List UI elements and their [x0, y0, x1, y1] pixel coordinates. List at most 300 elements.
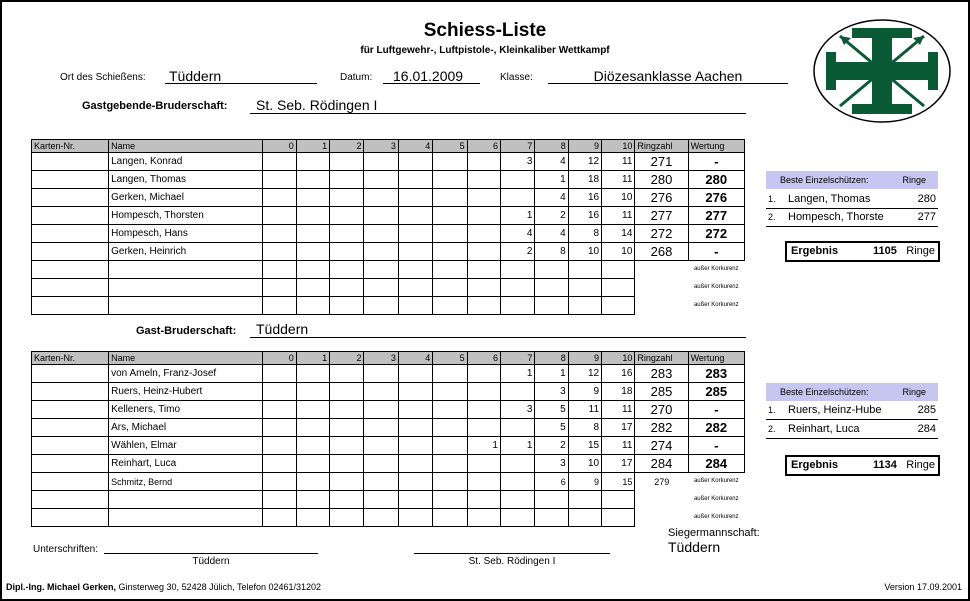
- table-row: [32, 243, 745, 261]
- karten-nr-cell[interactable]: [32, 153, 109, 171]
- score-cell[interactable]: [263, 419, 296, 437]
- shooter-name-cell[interactable]: [109, 297, 263, 315]
- score-cell[interactable]: 9: [568, 383, 601, 401]
- table-row: [32, 491, 745, 509]
- score-cell[interactable]: [500, 189, 534, 207]
- score-cell[interactable]: [568, 297, 601, 315]
- guest-name: Tüddern: [256, 321, 309, 337]
- score-cell[interactable]: [330, 383, 364, 401]
- sieger-label: Siegermannschaft:: [668, 527, 760, 539]
- wertung-cell: -: [688, 153, 744, 171]
- score-cell[interactable]: [433, 297, 467, 315]
- best-header-ringe: Ringe: [902, 387, 926, 397]
- score-cell[interactable]: [602, 491, 635, 509]
- score-cell[interactable]: [296, 225, 329, 243]
- score-cell[interactable]: [467, 243, 500, 261]
- score-cell[interactable]: [433, 419, 467, 437]
- score-cell[interactable]: [535, 509, 568, 527]
- score-cell[interactable]: [330, 473, 364, 491]
- shooter-name-cell[interactable]: von Ameln, Franz-Josef: [109, 365, 263, 383]
- score-cell[interactable]: [364, 401, 398, 419]
- wertung-cell: 282: [688, 419, 744, 437]
- best-rank: 2.: [768, 212, 776, 222]
- score-cell[interactable]: [398, 401, 432, 419]
- karten-nr-cell[interactable]: [32, 473, 109, 491]
- score-cell[interactable]: [433, 243, 467, 261]
- score-cell[interactable]: [263, 261, 296, 279]
- ringzahl-cell: 283: [635, 365, 688, 383]
- wertung-cell: außer Korkurenz: [693, 496, 739, 502]
- ergebnis-label: Ergebnis: [791, 459, 839, 471]
- score-cell[interactable]: [364, 437, 398, 455]
- signature-right-name: St. Seb. Rödingen I: [468, 556, 556, 567]
- score-cell[interactable]: [263, 189, 296, 207]
- score-cell[interactable]: [296, 473, 329, 491]
- ringzahl-cell: [635, 509, 688, 527]
- karten-nr-cell[interactable]: [32, 243, 109, 261]
- score-cell[interactable]: [535, 491, 568, 509]
- score-cell[interactable]: [364, 509, 398, 527]
- score-cell[interactable]: [398, 171, 432, 189]
- score-cell[interactable]: [263, 225, 296, 243]
- shooter-name-cell[interactable]: [109, 509, 263, 527]
- ringzahl-cell: 268: [635, 243, 688, 261]
- score-cell[interactable]: [398, 153, 432, 171]
- footer-address: Ginsterweg 30, 52428 Jülich, Telefon 02461/31202: [116, 582, 322, 592]
- score-cell[interactable]: [398, 491, 432, 509]
- score-cell[interactable]: 2: [535, 437, 568, 455]
- table-row: [32, 189, 745, 207]
- score-cell[interactable]: [330, 509, 364, 527]
- score-cell[interactable]: [263, 401, 296, 419]
- score-cell[interactable]: [263, 491, 296, 509]
- score-cell[interactable]: [330, 225, 364, 243]
- score-cell[interactable]: [364, 261, 398, 279]
- score-cell[interactable]: [433, 189, 467, 207]
- score-cell[interactable]: [467, 171, 500, 189]
- score-cell[interactable]: [364, 279, 398, 297]
- score-cell[interactable]: 4: [535, 189, 568, 207]
- wertung-cell: 272: [688, 225, 744, 243]
- datum-value: 16.01.2009: [393, 68, 464, 84]
- karten-nr-cell[interactable]: [32, 171, 109, 189]
- score-cell[interactable]: 11: [602, 153, 635, 171]
- column-header: 10: [602, 140, 635, 153]
- wertung-cell: außer Korkurenz: [693, 514, 739, 520]
- score-cell[interactable]: [364, 171, 398, 189]
- score-cell[interactable]: 4: [535, 225, 568, 243]
- shooter-name-cell[interactable]: Hompesch, Hans: [109, 225, 263, 243]
- host-best-entry-2: [766, 209, 938, 227]
- score-cell[interactable]: 11: [602, 207, 635, 225]
- score-cell[interactable]: [330, 419, 364, 437]
- score-cell[interactable]: [568, 261, 601, 279]
- score-cell[interactable]: [500, 297, 534, 315]
- score-cell[interactable]: [467, 401, 500, 419]
- score-cell[interactable]: [263, 437, 296, 455]
- shooter-name-cell[interactable]: Reinhart, Luca: [109, 455, 263, 473]
- score-cell[interactable]: 14: [602, 225, 635, 243]
- shooter-name-cell[interactable]: [109, 279, 263, 297]
- page-subtitle: für Luftgewehr-, Luftpistole-, Kleinkaliber Wettkampf: [360, 45, 610, 56]
- score-cell[interactable]: [330, 365, 364, 383]
- column-header: 10: [602, 352, 635, 365]
- score-cell[interactable]: [296, 509, 329, 527]
- score-cell[interactable]: 10: [568, 243, 601, 261]
- score-cell[interactable]: [398, 225, 432, 243]
- score-cell[interactable]: 12: [568, 365, 601, 383]
- table-row: [32, 225, 745, 243]
- shooter-name-cell[interactable]: Ars, Michael: [109, 419, 263, 437]
- score-cell[interactable]: [467, 153, 500, 171]
- score-cell[interactable]: 10: [568, 455, 601, 473]
- score-cell[interactable]: 8: [568, 419, 601, 437]
- page-title: Schiess-Liste: [423, 20, 547, 41]
- karten-nr-cell[interactable]: [32, 509, 109, 527]
- karten-nr-cell[interactable]: [32, 419, 109, 437]
- ergebnis-unit: Ringe: [906, 459, 935, 471]
- column-header: 3: [364, 140, 398, 153]
- score-cell[interactable]: [500, 171, 534, 189]
- ergebnis-value: 1134: [873, 459, 897, 471]
- score-cell[interactable]: 11: [568, 401, 601, 419]
- score-cell[interactable]: [364, 383, 398, 401]
- score-cell[interactable]: [296, 297, 329, 315]
- score-cell[interactable]: [467, 189, 500, 207]
- column-header: Karten-Nr.: [32, 352, 109, 365]
- score-cell[interactable]: 8: [568, 225, 601, 243]
- guest-label: Gast-Bruderschaft:: [136, 325, 237, 337]
- score-cell[interactable]: [433, 225, 467, 243]
- signature-left-name: Tüddern: [192, 556, 230, 567]
- score-cell[interactable]: [263, 455, 296, 473]
- score-cell[interactable]: 11: [602, 171, 635, 189]
- score-cell[interactable]: [263, 297, 296, 315]
- score-cell[interactable]: [602, 279, 635, 297]
- score-cell[interactable]: [330, 261, 364, 279]
- score-cell[interactable]: [467, 279, 500, 297]
- karten-nr-cell[interactable]: [32, 189, 109, 207]
- table-row: [32, 365, 745, 383]
- score-cell[interactable]: 4: [535, 153, 568, 171]
- table-row: [32, 171, 745, 189]
- score-cell[interactable]: 10: [602, 189, 635, 207]
- score-cell[interactable]: 1: [535, 171, 568, 189]
- score-cell[interactable]: 1: [535, 365, 568, 383]
- score-cell[interactable]: [330, 455, 364, 473]
- score-cell[interactable]: [535, 297, 568, 315]
- score-cell[interactable]: [568, 279, 601, 297]
- score-cell[interactable]: 4: [500, 225, 534, 243]
- score-cell[interactable]: [263, 383, 296, 401]
- score-cell[interactable]: [364, 491, 398, 509]
- wertung-cell: 285: [688, 383, 744, 401]
- score-cell[interactable]: [535, 261, 568, 279]
- score-cell[interactable]: [467, 455, 500, 473]
- wertung-cell: -: [688, 243, 744, 261]
- score-cell[interactable]: [263, 279, 296, 297]
- ort-label: Ort des Schießens:: [60, 72, 146, 83]
- score-cell[interactable]: [330, 297, 364, 315]
- score-cell[interactable]: [296, 171, 329, 189]
- score-cell[interactable]: [398, 509, 432, 527]
- score-cell[interactable]: [602, 261, 635, 279]
- score-cell[interactable]: [500, 383, 534, 401]
- shooter-name-cell[interactable]: [109, 491, 263, 509]
- score-cell[interactable]: 17: [602, 419, 635, 437]
- score-cell[interactable]: [398, 189, 432, 207]
- karten-nr-cell[interactable]: [32, 365, 109, 383]
- wertung-cell: 276: [688, 189, 744, 207]
- wertung-cell: 280: [688, 171, 744, 189]
- score-cell[interactable]: 16: [602, 365, 635, 383]
- karten-nr-cell[interactable]: [32, 491, 109, 509]
- score-cell[interactable]: [433, 437, 467, 455]
- score-cell[interactable]: [296, 207, 329, 225]
- score-cell[interactable]: [263, 243, 296, 261]
- score-cell[interactable]: [296, 189, 329, 207]
- score-cell[interactable]: 16: [568, 207, 601, 225]
- score-cell[interactable]: [500, 473, 534, 491]
- score-cell[interactable]: 3: [500, 153, 534, 171]
- score-cell[interactable]: 3: [535, 383, 568, 401]
- ort-value: Tüddern: [169, 68, 222, 84]
- score-cell[interactable]: [500, 455, 534, 473]
- score-cell[interactable]: [467, 491, 500, 509]
- score-cell[interactable]: [330, 171, 364, 189]
- score-cell[interactable]: [433, 473, 467, 491]
- score-cell[interactable]: [364, 297, 398, 315]
- score-cell[interactable]: [364, 419, 398, 437]
- score-cell[interactable]: 1: [467, 437, 500, 455]
- score-cell[interactable]: [296, 365, 329, 383]
- karten-nr-cell[interactable]: [32, 297, 109, 315]
- score-cell[interactable]: [500, 279, 534, 297]
- column-header: 7: [500, 140, 534, 153]
- score-cell[interactable]: [467, 509, 500, 527]
- score-cell[interactable]: [364, 153, 398, 171]
- score-cell[interactable]: 2: [500, 243, 534, 261]
- score-cell[interactable]: 12: [568, 153, 601, 171]
- karten-nr-cell[interactable]: [32, 383, 109, 401]
- datum-underline: [383, 83, 480, 84]
- score-cell[interactable]: [398, 297, 432, 315]
- score-cell[interactable]: [296, 279, 329, 297]
- score-cell[interactable]: [296, 401, 329, 419]
- table-row: [32, 207, 745, 225]
- score-cell[interactable]: [296, 455, 329, 473]
- score-cell[interactable]: [330, 207, 364, 225]
- score-cell[interactable]: [467, 473, 500, 491]
- score-cell[interactable]: [602, 509, 635, 527]
- karten-nr-cell[interactable]: [32, 207, 109, 225]
- column-header: 6: [467, 352, 500, 365]
- column-header: Wertung: [688, 352, 744, 365]
- score-cell[interactable]: [398, 243, 432, 261]
- score-cell[interactable]: [330, 401, 364, 419]
- score-cell[interactable]: [263, 365, 296, 383]
- ergebnis-label: Ergebnis: [791, 245, 839, 257]
- score-cell[interactable]: [364, 243, 398, 261]
- score-cell[interactable]: [433, 207, 467, 225]
- score-cell[interactable]: [364, 189, 398, 207]
- shooter-name-cell[interactable]: Gerken, Heinrich: [109, 243, 263, 261]
- score-cell[interactable]: [263, 171, 296, 189]
- crossed-arrows-logo-icon: [812, 18, 952, 124]
- score-cell[interactable]: 3: [500, 401, 534, 419]
- score-cell[interactable]: [467, 419, 500, 437]
- score-cell[interactable]: 6: [535, 473, 568, 491]
- score-cell[interactable]: [433, 491, 467, 509]
- table-row: [32, 509, 745, 527]
- score-cell[interactable]: 10: [602, 243, 635, 261]
- shooter-name-cell[interactable]: Wählen, Elmar: [109, 437, 263, 455]
- score-cell[interactable]: [467, 225, 500, 243]
- shooter-name-cell[interactable]: [109, 261, 263, 279]
- score-cell[interactable]: [263, 509, 296, 527]
- shooter-name-cell[interactable]: Hompesch, Thorsten: [109, 207, 263, 225]
- score-cell[interactable]: 1: [500, 207, 534, 225]
- score-cell[interactable]: [433, 171, 467, 189]
- table-header-row: [32, 140, 745, 153]
- score-cell[interactable]: 16: [568, 189, 601, 207]
- best-header-ringe: Ringe: [902, 175, 926, 185]
- score-cell[interactable]: [296, 491, 329, 509]
- shooter-name-cell[interactable]: Langen, Thomas: [109, 171, 263, 189]
- best-ringe: 277: [917, 211, 936, 223]
- score-cell[interactable]: [500, 491, 534, 509]
- score-cell[interactable]: [330, 243, 364, 261]
- score-cell[interactable]: [296, 383, 329, 401]
- score-cell[interactable]: [602, 297, 635, 315]
- score-cell[interactable]: [433, 261, 467, 279]
- score-cell[interactable]: [398, 383, 432, 401]
- score-cell[interactable]: 17: [602, 455, 635, 473]
- column-header: 5: [433, 140, 467, 153]
- score-cell[interactable]: [263, 473, 296, 491]
- score-cell[interactable]: [364, 365, 398, 383]
- score-cell[interactable]: [263, 153, 296, 171]
- score-cell[interactable]: [296, 419, 329, 437]
- host-underline: [250, 113, 746, 114]
- host-score-table: [31, 139, 745, 315]
- score-cell[interactable]: [330, 189, 364, 207]
- karten-nr-cell[interactable]: [32, 261, 109, 279]
- score-cell[interactable]: [296, 437, 329, 455]
- score-cell[interactable]: [364, 455, 398, 473]
- score-cell[interactable]: [398, 455, 432, 473]
- score-cell[interactable]: 11: [602, 401, 635, 419]
- score-cell[interactable]: 8: [535, 243, 568, 261]
- karten-nr-cell[interactable]: [32, 437, 109, 455]
- score-cell[interactable]: [364, 225, 398, 243]
- score-cell[interactable]: [467, 261, 500, 279]
- score-cell[interactable]: [364, 473, 398, 491]
- score-cell[interactable]: 2: [535, 207, 568, 225]
- score-cell[interactable]: [433, 153, 467, 171]
- score-cell[interactable]: 5: [535, 401, 568, 419]
- score-cell[interactable]: [433, 365, 467, 383]
- shooter-name-cell[interactable]: Langen, Konrad: [109, 153, 263, 171]
- score-cell[interactable]: [398, 437, 432, 455]
- score-cell[interactable]: [296, 243, 329, 261]
- klasse-underline: [548, 83, 788, 84]
- score-cell[interactable]: 1: [500, 365, 534, 383]
- score-cell[interactable]: [568, 509, 601, 527]
- sieger-value: Tüddern: [668, 539, 721, 555]
- score-cell[interactable]: [433, 383, 467, 401]
- score-cell[interactable]: [398, 207, 432, 225]
- score-cell[interactable]: [467, 365, 500, 383]
- score-cell[interactable]: 5: [535, 419, 568, 437]
- column-header: 4: [398, 140, 432, 153]
- score-cell[interactable]: [433, 279, 467, 297]
- score-cell[interactable]: 18: [602, 383, 635, 401]
- score-cell[interactable]: [535, 279, 568, 297]
- score-cell[interactable]: [433, 401, 467, 419]
- table-row: [32, 455, 745, 473]
- score-cell[interactable]: 15: [568, 437, 601, 455]
- ringzahl-cell: 285: [635, 383, 688, 401]
- score-cell[interactable]: [296, 261, 329, 279]
- column-header: 0: [263, 140, 296, 153]
- shooter-name-cell[interactable]: Ruers, Heinz-Hubert: [109, 383, 263, 401]
- score-cell[interactable]: [467, 207, 500, 225]
- score-cell[interactable]: [330, 437, 364, 455]
- score-cell[interactable]: 1: [500, 437, 534, 455]
- score-cell[interactable]: 3: [535, 455, 568, 473]
- score-cell[interactable]: [364, 207, 398, 225]
- shooter-name-cell[interactable]: Schmitz, Bernd: [109, 473, 263, 491]
- best-ringe: 280: [917, 193, 936, 205]
- score-cell[interactable]: [500, 509, 534, 527]
- score-cell[interactable]: [500, 419, 534, 437]
- best-ringe: 284: [917, 423, 936, 435]
- score-cell[interactable]: [330, 153, 364, 171]
- karten-nr-cell[interactable]: [32, 401, 109, 419]
- score-cell[interactable]: [398, 473, 432, 491]
- score-cell[interactable]: [330, 279, 364, 297]
- table-row: [32, 261, 745, 279]
- column-header: Ringzahl: [635, 352, 688, 365]
- column-header: Karten-Nr.: [32, 140, 109, 153]
- shooter-name-cell[interactable]: Kelleners, Timo: [109, 401, 263, 419]
- score-cell[interactable]: [500, 261, 534, 279]
- score-cell[interactable]: [263, 207, 296, 225]
- shooter-name-cell[interactable]: Gerken, Michael: [109, 189, 263, 207]
- score-cell[interactable]: [296, 153, 329, 171]
- score-cell[interactable]: 15: [602, 473, 635, 491]
- score-cell[interactable]: [398, 365, 432, 383]
- karten-nr-cell[interactable]: [32, 225, 109, 243]
- score-cell[interactable]: [330, 491, 364, 509]
- column-header: 2: [330, 140, 364, 153]
- score-cell[interactable]: [433, 455, 467, 473]
- karten-nr-cell[interactable]: [32, 279, 109, 297]
- score-cell[interactable]: [568, 491, 601, 509]
- score-cell[interactable]: [467, 297, 500, 315]
- score-cell[interactable]: [398, 419, 432, 437]
- karten-nr-cell[interactable]: [32, 455, 109, 473]
- score-cell[interactable]: [433, 509, 467, 527]
- score-cell[interactable]: [467, 383, 500, 401]
- score-cell[interactable]: [398, 261, 432, 279]
- signature-line-left: [104, 553, 318, 554]
- score-cell[interactable]: 11: [602, 437, 635, 455]
- score-cell[interactable]: 18: [568, 171, 601, 189]
- score-cell[interactable]: [398, 279, 432, 297]
- score-cell[interactable]: 9: [568, 473, 601, 491]
